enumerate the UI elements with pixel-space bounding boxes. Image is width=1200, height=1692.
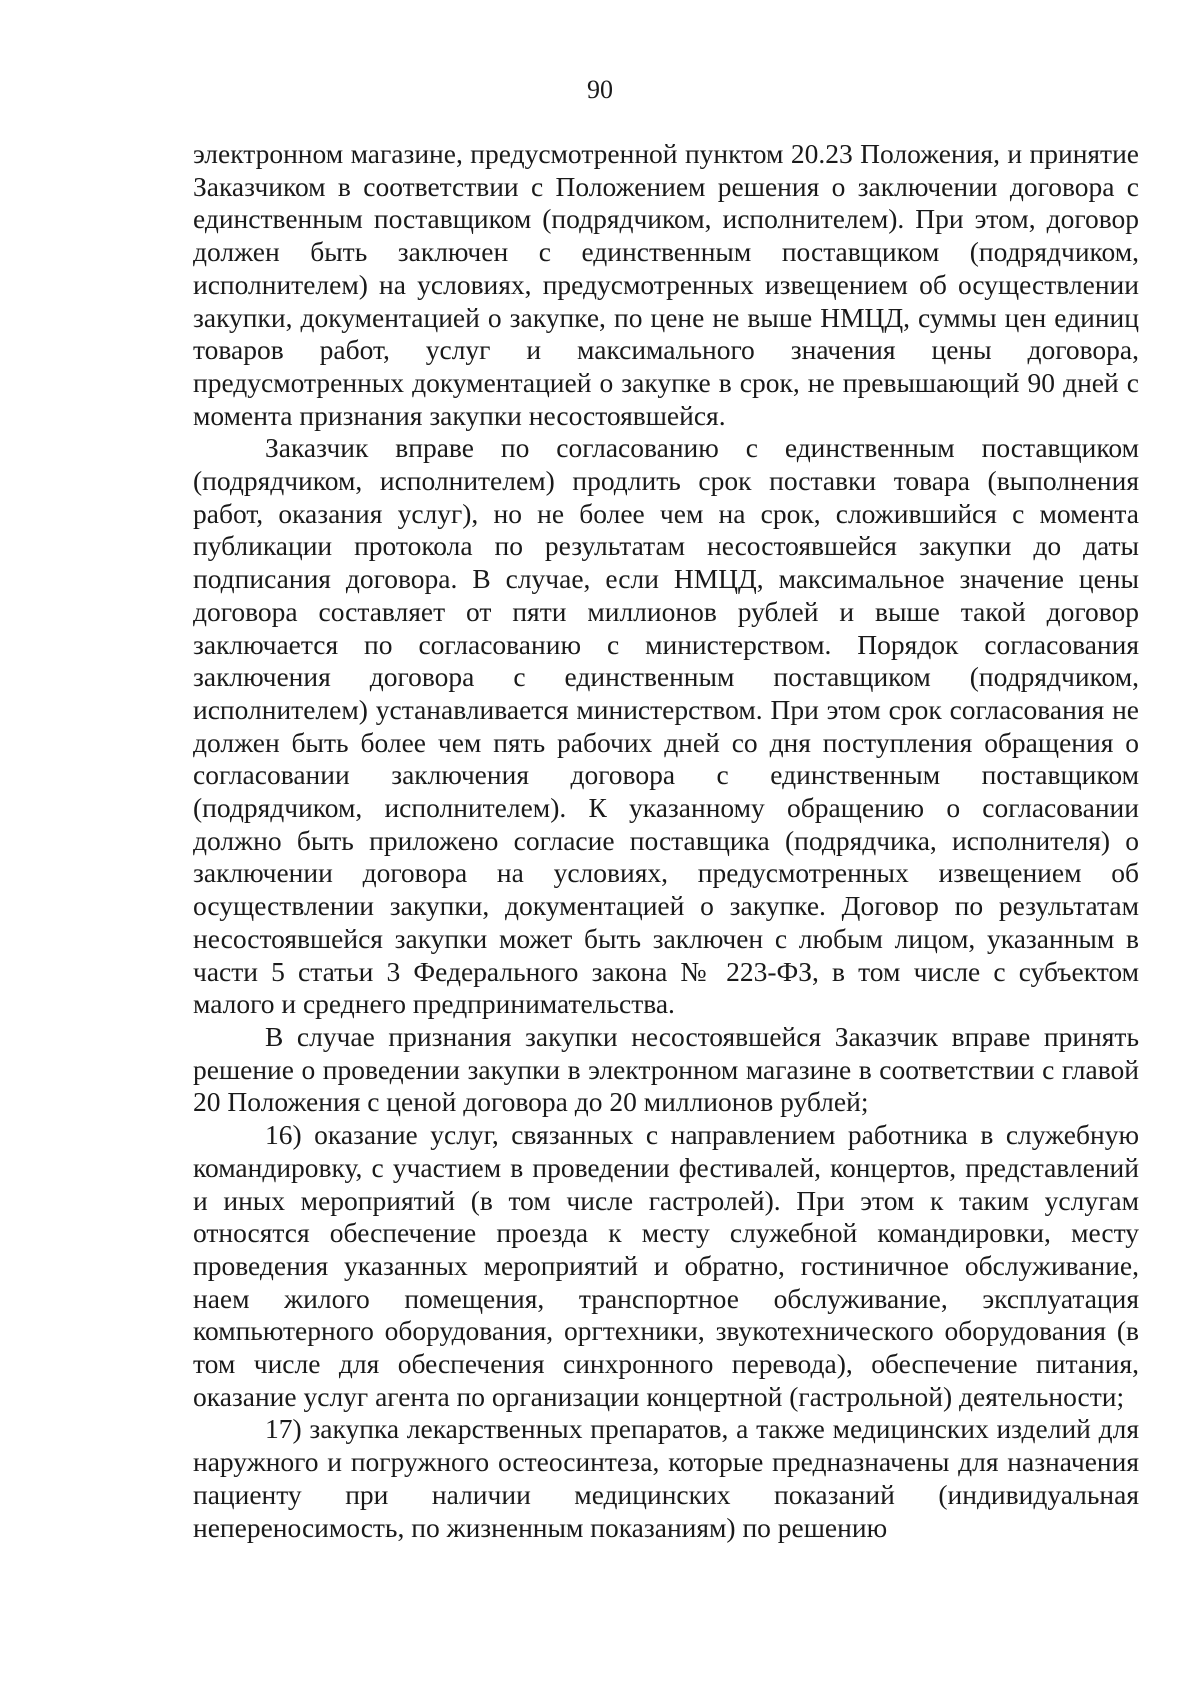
list-item-16: 16) оказание услуг, связанных с направлением работника в служебную командировку, с участием в проведении фестивалей, концертов, представлений и иных мероприятий (в том числе гастролей). При этом к таким услугам относятся обеспечение проезда к месту служебной командировки, месту проведения указанных мероприятий и обратно, гостиничное обслуживание, наем жилого помещения, транспортное обслуживание, эксплуатация компьютерного оборудования, оргтехники, звукотехнического оборудования (в том числе для обеспечения синхронного перевода), обеспечение питания, оказание услуг агента по организации концертной (гастрольной) деятельности; (193, 1119, 1139, 1412)
list-item-17: 17) закупка лекарственных препаратов, а также медицинских изделий для наружного и погружного остеосинтеза, которые предназначены для назначения пациенту при наличии медицинских показаний (индивидуальная непереносимость, по жизненным показаниям) по решению (193, 1413, 1139, 1543)
paragraph-extension-terms: Заказчик вправе по согласованию с единственным поставщиком (подрядчиком, исполнителем) продлить срок поставки товара (выполнения работ, оказания услуг), но не более чем на срок, сложившийся с момента публикации протокола по результатам несостоявшейся закупки до даты подписания договора. В случае, если НМЦД, максимальное значение цены договора составляет от пяти миллионов рублей и выше такой договор заключается по согласованию с министерством. Порядок согласования заключения договора с единственным поставщиком (подрядчиком, исполнителем) устанавливается министерством. При этом срок согласования не должен быть более чем пять рабочих дней со дня поступления обращения о согласовании заключения договора с единственным поставщиком (подрядчиком, исполнителем). К указанному обращению о согласовании должно быть приложено согласие поставщика (подрядчика, исполнителя) о заключении договора на условиях, предусмотренных извещением об осуществлении закупки, документацией о закупке. Договор по результатам несостоявшейся закупки может быть заключен с любым лицом, указанным в части 5 статьи 3 Федерального закона № 223-ФЗ, в том числе с субъектом малого и среднего предпринимательства. (193, 432, 1139, 1020)
paragraph-continuation: электронном магазине, предусмотренной пунктом 20.23 Положения, и принятие Заказчиком в соответствии с Положением решения о заключении договора с единственным поставщиком (подрядчиком, исполнителем). При этом, договор должен быть заключен с единственным поставщиком (подрядчиком, исполнителем) на условиях, предусмотренных извещением об осуществлении закупки, документацией о закупке, по цене не выше НМЦД, суммы цен единиц товаров работ, услуг и максимального значения цены договора, предусмотренных документацией о закупке в срок, не превышающий 90 дней с момента признания закупки несостоявшейся. (193, 138, 1139, 431)
page-number: 90 (587, 75, 613, 104)
document-body (193, 138, 1139, 1544)
paragraph-failed-procurement: В случае признания закупки несостоявшейся Заказчик вправе принять решение о проведении закупки в электронном магазине в соответствии с главой 20 Положения с ценой договора до 20 миллионов рублей; (193, 1020, 1139, 1118)
